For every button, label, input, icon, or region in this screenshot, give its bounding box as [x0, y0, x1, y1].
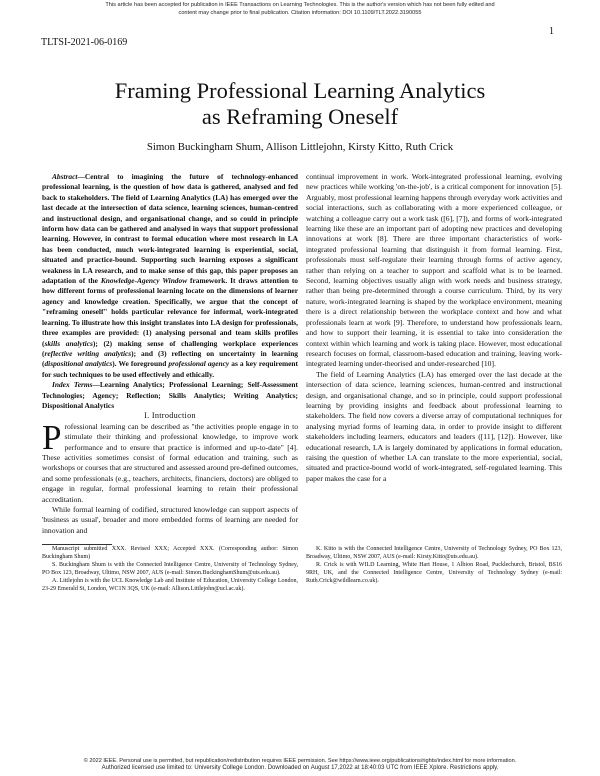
footnote-author-littlejohn: A. Littlejohn is with the UCL Knowledge Lab and Institute of Education, University College London, 23-29 Emerald St, London, WC1N 3QS, UK (e-mail: Allison.Littlejohn@ucl.ac.uk). [42, 578, 298, 593]
publication-banner [0, 1, 600, 17]
copyright-footer [0, 758, 600, 772]
abstract-keyword: Knowledge-Agency Window [100, 276, 188, 286]
abstract-keyword: professional agency [168, 359, 230, 369]
intro-paragraph-2: While formal learning of codified, structured knowledge can support aspects of 'business as usual', broader and more embedded forms of learning are needed for innovation and [42, 505, 298, 535]
drop-cap: P [42, 417, 62, 457]
abstract-label: Abstract [52, 172, 78, 181]
abstract-text: ); and (3) reflecting on uncertainty in learning ( [42, 348, 298, 369]
author-list: Simon Buckingham Shum, Allison Littlejohn, Kirsty Kitto, Ruth Crick [146, 141, 454, 153]
title-line-2: as Reframing Oneself [201, 104, 399, 129]
right-paragraph-2: The field of Learning Analytics (LA) has emerged over the last decade at the intersection of data science, learning sciences, human-centred and instructional design, and organisational change, and so in principle, could support professional learning by providing insights and feedback about professional learning to stakeholders. The field now covers a diverse array of computational techniques for analysing myriad forms of learning data, in order to provide insight to different stakeholders including learners, educators and leaders ([11], [12]). However, like educational research, LA is largely dominated by applications in formal education, raising the question of whether LA can translate to the more experiential, social, situated and practice-bound world of work-integrated, self-regulated learning. This paper makes the case for a [306, 369, 562, 483]
index-terms [42, 380, 298, 411]
footnote-author-shum: S. Buckingham Shum is with the Connected Intelligence Centre, University of Technology Sydney, PO Box 123, Broadway, Ultimo, NSW 2007, AUS (e-mail: Simon.BuckinghamShum@uts.edu.au). [42, 562, 298, 577]
title-line-1: Framing Professional Learning Analytics [114, 78, 486, 103]
manuscript-id: TLTSI-2021-06-0169 [41, 37, 128, 48]
left-column [42, 172, 298, 536]
footer-copyright: © 2022 IEEE. Personal use is permitted, but republication/redistribution requires IEEE permission. See https://www.ieee.org/publications/rights/index.html for more information. [83, 758, 517, 764]
page-number: 1 [549, 26, 554, 37]
footnotes-left [42, 545, 298, 594]
footnote-author-kitto: K. Kitto is with the Connected Intelligence Centre, University of Technology Sydney, PO Box 123, Broadway, Ultimo, NSW 2007, AUS (e-mail: Kirsty.Kitto@uts.edu.au). [306, 546, 562, 561]
footnote-manuscript: Manuscript submitted XXX. Revised XXX; Accepted XXX. (Corresponding author: Simon Buckingham Shum) [42, 546, 298, 561]
abstract-keyword: dispositional analytics [44, 359, 113, 369]
right-column [306, 172, 562, 484]
abstract-text: ). We foreground [112, 359, 169, 369]
abstract-text: ); (2) making sense of challenging workplace experiences ( [42, 338, 298, 358]
paper-title [0, 78, 600, 130]
intro-text: rofessional learning can be described as "the activities people engage in to stimulate their thinking and professional knowledge, to improve work performance and to ensure that practice is informed and up-to-date" [4]. These activities sometimes consist of formal education and training, such as workshops or courses that are structured and assessed around pre-defined outcomes, and some professionals (e.g., teachers, architects, financiers, doctors) are obliged to engage in regular, formal professional learning to retain their professional accreditation. [42, 421, 298, 504]
abstract-keyword: reflective writing analytics [44, 348, 132, 358]
abstract-text: as a key requirement for such techniques to be used effectively and ethically. [42, 359, 298, 379]
abstract-text: framework. It draws attention to how different forms of professional learning locate on the dimensions of learner agency and knowledge creation. Specifically, we argue that the concept of "reframing oneself" holds particular relevance for informal, work-integrated learning. To illustrate how this insight translates into LA design for professionals, three examples are provided: (1) analysing personal and team skills profiles ( [42, 276, 299, 348]
footnote-author-crick: R. Crick is with WILD Learning, White Hart House, 1 Albion Road, Pucklechurch, Bristol, BS16 9RH, UK, and the Connected Intelligence Centre, University of Technology Sydney (e-mail: Ruth.Crick@wildlearn.co.uk). [306, 562, 562, 585]
index-terms-label: Index Terms [52, 380, 93, 390]
abstract-text: —Central to imagining the future of technology-enhanced professional learning, is the question of how data is gathered, analysed and fed back to stakeholders. The field of Learning Analytics (LA) has emerged over the last decade at the intersection of data science, learning sciences, human-centred and instructional design, and organisational change, and so could in principle inform how data can be gathered and analysed in ways that support professional learning. However, in contrast to formal education where most research in LA has been conducted, much work-integrated learning is experiential, social, situated and practice-bound. Supporting such learning exposes a significant weakness in LA research, and to make sense of this gap, this paper proposes an adaptation of the [42, 172, 298, 286]
footer-license: Authorized licensed use limited to: University College London. Downloaded on August 17,2022 at 18:40:03 UTC from IEEE Xplore. Restrictions apply. [101, 765, 499, 771]
abstract-keyword: skills analytics [44, 338, 93, 348]
section-heading-introduction: I. Introduction [144, 411, 196, 421]
index-terms-text: —Learning Analytics; Professional Learning; Self-Assessment Technologies; Agency; Reflection; Skills Analytics; Writing Analytics; Dispositional Analytics [42, 380, 299, 410]
banner-line-1: This article has been accepted for publication in IEEE Transactions on Learning Technologies. This is the author's version which has not been fully edited and [105, 2, 495, 8]
footnotes-right [306, 545, 562, 585]
abstract [42, 172, 298, 380]
right-paragraph-1: continual improvement in work. Work-integrated professional learning, evolving new practices while working 'on-the-job', is a critical component for innovation [5]. Arguably, most professional learning happens through everyday work activities and social interactions, such as collaborating with a more experienced colleague, or watching a colleague carry out a work task ([6], [7]), and forms of work-integrated learning like these are an important part of adopting new practices and developing innovations at work [8]. There are three important characteristics of work-integrated professional learning that distinguish it from formal learning. First, professionals must self-regulate their learning through forms of active agency, rather than relying on a teacher to support and scaffold what is to be learned. Second, learning objectives usually align with work needs and business strategy, rather than being pre-determined through a course curriculum. Third, by its very nature, work-integrated learning is shaped by the workplace environment, meaning there is a direct relationship between the workplace context and how and what professionals learn at work [9]. Therefore, to understand how professionals learn, and how to support their learning, it is essential to take into consideration the context within which learning and work is taking place. However, most educational research focuses on formal, classroom-based education and training, leaving work-integrated learning under-theorised and under-researched [10]. [306, 172, 562, 369]
intro-paragraph-1 [42, 417, 298, 505]
banner-line-2: content may change prior to final publication. Citation information: DOI 10.1109/TLT.2022.3190055 [178, 10, 422, 16]
